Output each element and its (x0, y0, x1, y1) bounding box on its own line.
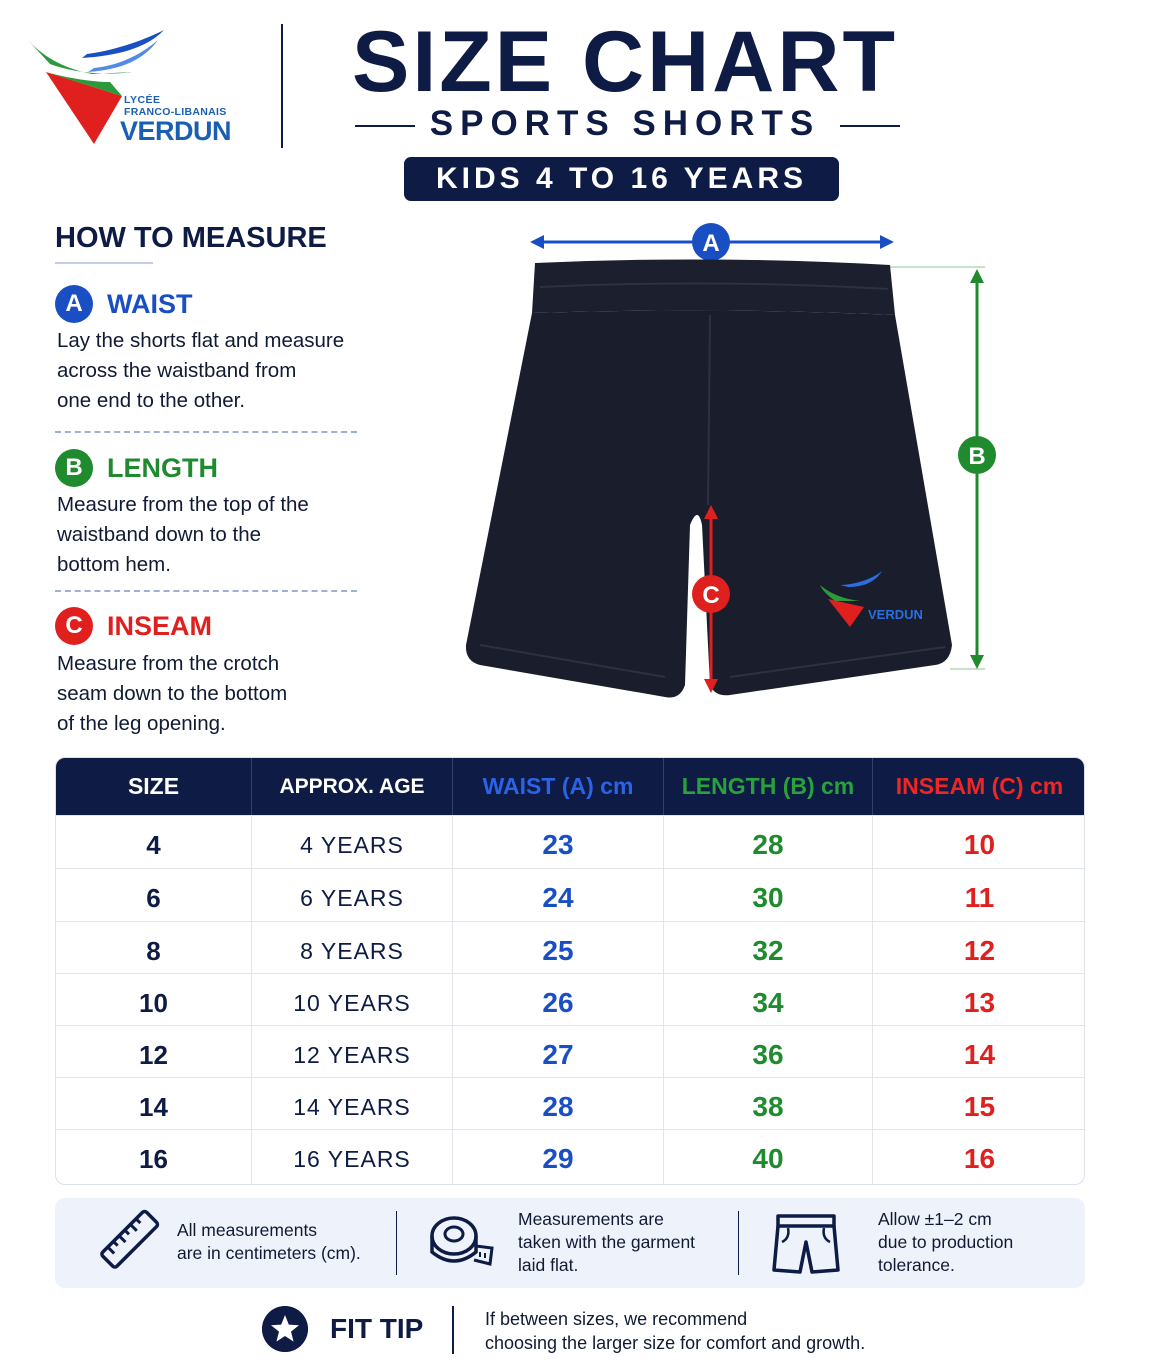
cell-waist: 28 (542, 1091, 574, 1122)
info-line: laid flat. (518, 1255, 579, 1275)
page-title: SIZE CHART (352, 14, 898, 110)
brand-line-1: LYCÉE (124, 94, 161, 106)
brand-name: VERDUN (120, 116, 232, 146)
cell-size: 4 (146, 830, 161, 860)
fit-tip-divider (452, 1306, 454, 1354)
table-row (56, 815, 1085, 867)
info-line: are in centimeters (cm). (177, 1243, 361, 1263)
table-row (56, 921, 1085, 973)
shorts-outline-icon (772, 1212, 840, 1276)
waist-instruction-line: across the waistband from (57, 359, 297, 382)
fit-tip-title: FIT TIP (330, 1313, 424, 1344)
cell-length: 32 (752, 935, 784, 966)
section-divider (55, 590, 357, 592)
cell-age: 6 YEARS (300, 885, 404, 911)
fit-tip-text (485, 1307, 985, 1355)
cell-waist: 24 (542, 882, 574, 913)
cell-size: 8 (146, 936, 161, 966)
info-line: due to production (878, 1232, 1014, 1252)
length-heading: LENGTH (107, 453, 218, 483)
cell-inseam: 11 (964, 882, 995, 913)
info-tolerance-text (878, 1208, 1013, 1277)
cell-age: 8 YEARS (300, 938, 404, 964)
cell-waist: 29 (542, 1143, 574, 1174)
info-laid-flat-text (518, 1208, 695, 1277)
cell-age: 10 YEARS (293, 990, 411, 1016)
age-range-badge: KIDS 4 TO 16 YEARS (404, 157, 839, 201)
cell-length: 30 (752, 882, 784, 913)
waist-instructions (57, 326, 377, 416)
shorts-logo-text: VERDUN (868, 607, 923, 622)
cell-inseam: 10 (963, 829, 996, 860)
inseam-heading: INSEAM (107, 611, 213, 641)
cell-length: 36 (752, 1039, 784, 1070)
header-waist: WAIST (A) cm (482, 773, 634, 799)
waist-instruction-line: one end to the other. (57, 389, 246, 412)
inseam-instructions (57, 649, 377, 739)
shorts-measurement-diagram (440, 215, 1000, 725)
table-row (56, 973, 1085, 1025)
table-row (56, 1129, 1085, 1181)
brand-line-2: FRANCO-LIBANAIS (124, 106, 227, 118)
info-divider (396, 1211, 397, 1275)
cell-inseam: 14 (963, 1039, 996, 1070)
table-row (56, 1025, 1085, 1077)
cell-waist: 25 (542, 935, 574, 966)
header-size: SIZE (127, 773, 180, 799)
length-instruction-line: waistband down to the (57, 523, 261, 546)
subtitle-rule-right (840, 125, 900, 127)
length-instruction-line: Measure from the top of the (57, 493, 309, 516)
how-to-measure-title: HOW TO MEASURE (55, 222, 327, 254)
section-divider (55, 431, 357, 433)
cell-inseam: 15 (963, 1091, 996, 1122)
length-arrow (958, 269, 996, 669)
subtitle-rule-left (355, 125, 415, 127)
inseam-arrow-label: C (702, 582, 720, 609)
shorts-illustration (466, 259, 952, 697)
cell-waist: 26 (542, 987, 574, 1018)
info-line: All measurements (177, 1220, 318, 1240)
cell-length: 40 (752, 1143, 784, 1174)
inseam-instruction-line: Measure from the crotch (57, 652, 280, 675)
size-table (55, 757, 1085, 1185)
cell-size: 16 (139, 1144, 168, 1174)
cell-inseam: 16 (963, 1143, 996, 1174)
length-arrow-label: B (968, 443, 986, 470)
info-line: taken with the garment (518, 1232, 696, 1252)
waist-arrow (530, 223, 894, 261)
waist-heading: WAIST (107, 289, 193, 319)
inseam-instruction-line: of the leg opening. (57, 712, 226, 735)
length-instructions (57, 490, 377, 580)
cell-inseam: 13 (963, 987, 996, 1018)
info-line: Allow ±1–2 cm (878, 1209, 992, 1229)
ruler-icon (95, 1206, 163, 1274)
cell-age: 12 YEARS (293, 1042, 411, 1068)
page-subtitle: SPORTS SHORTS (429, 104, 821, 143)
table-row (56, 1077, 1085, 1129)
cell-age: 4 YEARS (300, 832, 404, 858)
star-icon (262, 1306, 308, 1352)
header-divider (281, 24, 283, 148)
waist-arrow-label: A (702, 230, 720, 257)
length-letter-badge: B (55, 449, 93, 487)
fit-tip-line: choosing the larger size for comfort and growth. (485, 1333, 866, 1353)
info-units-text (177, 1219, 361, 1265)
tape-measure-icon (428, 1212, 496, 1274)
info-line: Measurements are (518, 1209, 664, 1229)
header-length: LENGTH (B) cm (681, 773, 855, 799)
cell-size: 12 (139, 1040, 168, 1070)
info-divider (738, 1211, 739, 1275)
inseam-instruction-line: seam down to the bottom (57, 682, 288, 705)
inseam-letter-badge: C (55, 607, 93, 645)
cell-waist: 23 (542, 829, 574, 860)
info-line: tolerance. (878, 1255, 955, 1275)
cell-length: 34 (752, 987, 784, 1018)
table-row (56, 868, 1085, 920)
cell-inseam: 12 (963, 935, 996, 966)
length-instruction-line: bottom hem. (57, 553, 171, 576)
fit-tip-line: If between sizes, we recommend (485, 1309, 748, 1329)
cell-length: 28 (752, 829, 784, 860)
cell-waist: 27 (542, 1039, 574, 1070)
waist-instruction-line: Lay the shorts flat and measure (57, 329, 345, 352)
cell-size: 14 (139, 1092, 168, 1122)
cell-age: 16 YEARS (293, 1146, 411, 1172)
how-to-measure-underline (55, 262, 153, 264)
table-header (56, 758, 1085, 815)
cell-size: 6 (146, 883, 161, 913)
cell-size: 10 (139, 988, 168, 1018)
header-age: APPROX. AGE (279, 775, 425, 798)
cell-age: 14 YEARS (293, 1094, 411, 1120)
waist-letter-badge: A (55, 285, 93, 323)
cell-length: 38 (752, 1091, 784, 1122)
header-inseam: INSEAM (C) cm (895, 773, 1064, 799)
